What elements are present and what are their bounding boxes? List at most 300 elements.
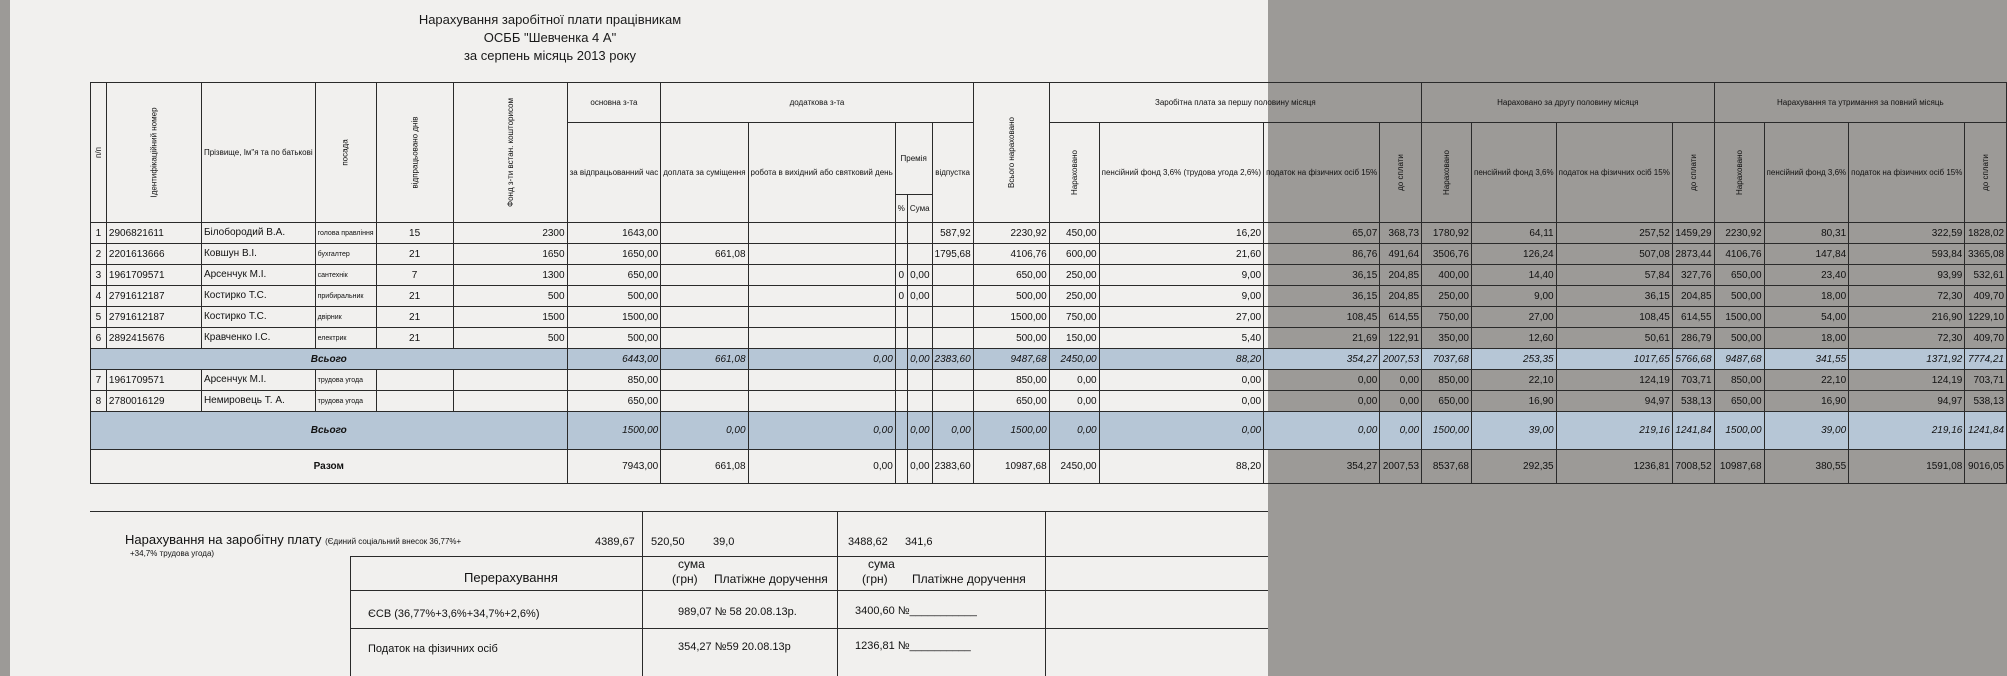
col-h1-pay: до сплати <box>1380 123 1422 223</box>
table-cell: 126,24 <box>1472 244 1557 265</box>
table-cell: 257,52 <box>1556 223 1672 244</box>
table-cell <box>748 223 895 244</box>
table-cell <box>907 370 932 391</box>
table-cell: 400,00 <box>1422 265 1472 286</box>
table-cell: 2007,53 <box>1380 349 1422 370</box>
table-cell: 219,16 <box>1556 412 1672 450</box>
total-label: Всього <box>91 349 568 370</box>
table-cell: 1795,68 <box>932 244 973 265</box>
pit-label: Податок на фізичних осіб <box>368 643 498 655</box>
table-cell: 409,70 <box>1965 286 2007 307</box>
table-cell: 286,79 <box>1672 328 1714 349</box>
table-cell: 39,00 <box>1764 412 1849 450</box>
table-cell <box>748 244 895 265</box>
table-cell: 1236,81 <box>1556 450 1672 484</box>
table-cell: 16,90 <box>1764 391 1849 412</box>
table-row <box>91 223 2007 244</box>
col-m-accrued: Нараховано <box>1714 123 1764 223</box>
table-cell: 93,99 <box>1849 265 1965 286</box>
esv-label: ЄСВ (36,77%+3,6%+34,7%+2,6%) <box>368 608 540 620</box>
recalc-title: Перерахування <box>464 570 558 585</box>
col-m-pay: до сплати <box>1965 123 2007 223</box>
table-cell: 9487,68 <box>1714 349 1764 370</box>
table-cell: Костирко Т.С. <box>201 307 315 328</box>
table-cell: 2906821611 <box>106 223 201 244</box>
table-cell: електрик <box>315 328 376 349</box>
col-position: посада <box>315 83 376 223</box>
table-cell: 250,00 <box>1049 286 1099 307</box>
table-cell: 8537,68 <box>1422 450 1472 484</box>
table-cell: 1828,02 <box>1965 223 2007 244</box>
col-bonus-percent: % <box>895 195 907 223</box>
table-cell: 2300 <box>453 223 567 244</box>
table-cell: 216,90 <box>1849 307 1965 328</box>
table-cell: 1961709571 <box>106 370 201 391</box>
table-cell: 1459,29 <box>1672 223 1714 244</box>
table-cell: 354,27 <box>1264 450 1380 484</box>
table-cell: 94,97 <box>1849 391 1965 412</box>
table-cell: 650,00 <box>567 391 661 412</box>
table-cell: 57,84 <box>1556 265 1672 286</box>
table-cell: 350,00 <box>1422 328 1472 349</box>
total-row <box>91 450 2007 484</box>
table-cell <box>895 450 907 484</box>
col-h2-pay: до сплати <box>1672 123 1714 223</box>
table-cell: 341,55 <box>1764 349 1849 370</box>
sum-label-1: сума <box>678 557 705 571</box>
table-cell: 1300 <box>453 265 567 286</box>
table-cell: 9487,68 <box>973 349 1049 370</box>
table-cell <box>895 328 907 349</box>
table-cell: 21 <box>376 307 453 328</box>
table-cell: 3 <box>91 265 107 286</box>
col-h1-pension: пенсійний фонд 3,6% (трудова угода 2,6%) <box>1099 123 1263 223</box>
table-cell: Немировець Т. А. <box>201 391 315 412</box>
col-vacation: відпустка <box>932 123 973 223</box>
col-h1-accrued: Нараховано <box>1049 123 1099 223</box>
group-full-month: Нарахування та утримання за повний місяць <box>1714 83 2007 123</box>
table-cell: 0,00 <box>1099 412 1263 450</box>
table-cell: 1591,08 <box>1849 450 1965 484</box>
table-cell: 10987,68 <box>973 450 1049 484</box>
table-cell: сантехнік <box>315 265 376 286</box>
table-cell: 538,13 <box>1965 391 2007 412</box>
table-cell: Арсенчук М.І. <box>201 265 315 286</box>
table-cell: 650,00 <box>1422 391 1472 412</box>
table-cell: трудова угода <box>315 370 376 391</box>
table-cell: 8 <box>91 391 107 412</box>
table-cell: голова правління <box>315 223 376 244</box>
col-combination: доплата за суміщення <box>661 123 748 223</box>
table-cell: 2450,00 <box>1049 349 1099 370</box>
table-cell: 450,00 <box>1049 223 1099 244</box>
table-cell: 500,00 <box>567 286 661 307</box>
table-cell: 850,00 <box>1714 370 1764 391</box>
table-cell: 1500,00 <box>567 307 661 328</box>
table-cell: 250,00 <box>1049 265 1099 286</box>
table-cell: 850,00 <box>1422 370 1472 391</box>
table-cell: 7 <box>91 370 107 391</box>
table-cell <box>661 328 748 349</box>
table-cell: 587,92 <box>932 223 973 244</box>
table-cell: 124,19 <box>1849 370 1965 391</box>
accrual-h2-a: 3488,62 <box>848 536 888 548</box>
table-cell <box>907 244 932 265</box>
table-cell: 650,00 <box>1714 391 1764 412</box>
table-cell: 500,00 <box>973 286 1049 307</box>
table-cell: 2230,92 <box>1714 223 1764 244</box>
table-cell: 1500,00 <box>1422 412 1472 450</box>
col-worked-time: за відпрацьованний час <box>567 123 661 223</box>
table-cell: 94,97 <box>1556 391 1672 412</box>
table-cell: 12,60 <box>1472 328 1557 349</box>
table-cell <box>932 286 973 307</box>
table-cell: 250,00 <box>1422 286 1472 307</box>
table-cell <box>932 391 973 412</box>
table-cell: Ковшун В.І. <box>201 244 315 265</box>
table-cell: 2 <box>91 244 107 265</box>
table-cell: 538,13 <box>1672 391 1714 412</box>
table-cell: 4 <box>91 286 107 307</box>
table-cell: 593,84 <box>1849 244 1965 265</box>
table-cell: 500,00 <box>1714 328 1764 349</box>
table-cell: 1643,00 <box>567 223 661 244</box>
table-cell: 108,45 <box>1556 307 1672 328</box>
table-cell: 0,00 <box>907 412 932 450</box>
table-cell: 0,00 <box>1264 391 1380 412</box>
table-cell: 0,00 <box>1380 370 1422 391</box>
group-additional: додаткова з-та <box>661 83 973 123</box>
table-cell: 500 <box>453 328 567 349</box>
table-cell: 4106,76 <box>1714 244 1764 265</box>
table-cell: 0,00 <box>1264 370 1380 391</box>
table-cell <box>907 223 932 244</box>
table-cell <box>907 391 932 412</box>
table-cell <box>661 307 748 328</box>
table-cell: 703,71 <box>1965 370 2007 391</box>
table-cell: 0,00 <box>661 412 748 450</box>
table-cell <box>661 223 748 244</box>
table-cell: 9,00 <box>1099 265 1263 286</box>
table-cell: Кравченко І.С. <box>201 328 315 349</box>
table-cell: 1 <box>91 223 107 244</box>
table-row <box>91 265 2007 286</box>
table-cell: 1780,92 <box>1422 223 1472 244</box>
grn-label-1: (грн) <box>672 572 698 586</box>
table-row <box>91 391 2007 412</box>
col-fund: Фонд з-ти встан. кошторисом <box>453 83 567 223</box>
table-cell: 500 <box>453 286 567 307</box>
accrual-note-2: +34,7% трудова угода) <box>130 549 215 558</box>
table-cell: 409,70 <box>1965 328 2007 349</box>
table-cell: 1500,00 <box>567 412 661 450</box>
table-cell: 122,91 <box>1380 328 1422 349</box>
table-cell: 2383,60 <box>932 450 973 484</box>
table-cell: 661,08 <box>661 450 748 484</box>
table-cell: 1229,10 <box>1965 307 2007 328</box>
table-cell: 6443,00 <box>567 349 661 370</box>
table-cell: 88,20 <box>1099 349 1263 370</box>
table-cell <box>895 412 907 450</box>
table-cell <box>895 244 907 265</box>
table-cell: 3365,08 <box>1965 244 2007 265</box>
table-cell: 5766,68 <box>1672 349 1714 370</box>
table-cell <box>376 391 453 412</box>
table-cell: 661,08 <box>661 244 748 265</box>
table-cell: 9,00 <box>1472 286 1557 307</box>
table-cell: 0,00 <box>907 450 932 484</box>
table-row <box>91 244 2007 265</box>
table-cell <box>453 391 567 412</box>
table-cell: двірник <box>315 307 376 328</box>
table-cell: трудова угода <box>315 391 376 412</box>
col-total: Всього нараховано <box>973 83 1049 223</box>
table-cell: 0,00 <box>907 265 932 286</box>
table-cell: бухгалтер <box>315 244 376 265</box>
col-h2-pension: пенсійний фонд 3,6% <box>1472 123 1557 223</box>
table-cell: 39,00 <box>1472 412 1557 450</box>
table-cell: 2892415676 <box>106 328 201 349</box>
table-cell: 23,40 <box>1764 265 1849 286</box>
table-cell: 2873,44 <box>1672 244 1714 265</box>
table-cell: 2007,53 <box>1380 450 1422 484</box>
accrual-h1-a: 520,50 <box>651 536 685 548</box>
table-cell: 0,00 <box>1049 412 1099 450</box>
table-cell: 354,27 <box>1264 349 1380 370</box>
table-cell: 36,15 <box>1264 265 1380 286</box>
table-cell: 368,73 <box>1380 223 1422 244</box>
table-cell: 2791612187 <box>106 286 201 307</box>
table-cell: 18,00 <box>1764 328 1849 349</box>
table-cell <box>453 370 567 391</box>
table-cell: 614,55 <box>1380 307 1422 328</box>
table-cell: 750,00 <box>1049 307 1099 328</box>
table-row <box>91 370 2007 391</box>
table-cell: 54,00 <box>1764 307 1849 328</box>
table-cell: 2230,92 <box>973 223 1049 244</box>
table-cell: 204,85 <box>1380 286 1422 307</box>
table-cell: 7774,21 <box>1965 349 2007 370</box>
table-cell: 0 <box>895 286 907 307</box>
table-cell: 204,85 <box>1672 286 1714 307</box>
table-cell: Білобородий В.А. <box>201 223 315 244</box>
table-cell: 16,20 <box>1099 223 1263 244</box>
table-cell: 1371,92 <box>1849 349 1965 370</box>
table-cell: 27,00 <box>1472 307 1557 328</box>
accrual-label: Нарахування на заробітну плату (Єдиний соціальний внесок 36,77%+ <box>125 532 462 547</box>
table-cell: 1961709571 <box>106 265 201 286</box>
table-cell: 36,15 <box>1264 286 1380 307</box>
sum-label-2: сума <box>868 557 895 571</box>
table-cell: 80,31 <box>1764 223 1849 244</box>
table-cell: 7943,00 <box>567 450 661 484</box>
col-bonus: Премія <box>895 123 932 195</box>
table-cell: 0,00 <box>1099 391 1263 412</box>
table-cell: 0,00 <box>907 286 932 307</box>
table-cell <box>748 328 895 349</box>
table-cell: 6 <box>91 328 107 349</box>
table-cell: 1017,65 <box>1556 349 1672 370</box>
table-cell: 380,55 <box>1764 450 1849 484</box>
table-cell <box>748 391 895 412</box>
table-cell: 507,08 <box>1556 244 1672 265</box>
col-m-tax: податок на фізичних осіб 15% <box>1849 123 1965 223</box>
esv-first: 989,07 № 58 20.08.13р. <box>678 606 797 618</box>
table-cell <box>661 265 748 286</box>
table-cell: 1650 <box>453 244 567 265</box>
table-cell <box>932 265 973 286</box>
table-cell: 86,76 <box>1264 244 1380 265</box>
table-cell: 65,07 <box>1264 223 1380 244</box>
table-cell: 600,00 <box>1049 244 1099 265</box>
table-cell <box>748 370 895 391</box>
table-cell: 1500 <box>453 307 567 328</box>
table-cell: 72,30 <box>1849 286 1965 307</box>
table-cell: 0,00 <box>907 349 932 370</box>
table-cell: 64,11 <box>1472 223 1557 244</box>
col-days: відпрацьовано днів <box>376 83 453 223</box>
doc-period: за серпень місяць 2013 року <box>463 48 637 63</box>
table-cell <box>932 370 973 391</box>
table-cell: 219,16 <box>1849 412 1965 450</box>
col-m-pension: пенсійний фонд 3,6% <box>1764 123 1849 223</box>
table-cell: 253,35 <box>1472 349 1557 370</box>
table-cell: 21 <box>376 328 453 349</box>
table-cell: 21 <box>376 244 453 265</box>
esv-second: 3400,60 №___________ <box>855 605 977 617</box>
table-cell: 7 <box>376 265 453 286</box>
table-cell: 532,61 <box>1965 265 2007 286</box>
table-cell: 614,55 <box>1672 307 1714 328</box>
table-cell <box>932 328 973 349</box>
table-cell: 16,90 <box>1472 391 1557 412</box>
table-cell <box>895 349 907 370</box>
table-cell: 0,00 <box>1380 391 1422 412</box>
col-np: п/п <box>91 83 107 223</box>
table-cell: 2450,00 <box>1049 450 1099 484</box>
table-cell: 0 <box>895 265 907 286</box>
total-label: Разом <box>91 450 568 484</box>
table-cell: 1500,00 <box>1714 307 1764 328</box>
table-cell: 1241,84 <box>1672 412 1714 450</box>
table-cell: 703,71 <box>1672 370 1714 391</box>
table-cell: 9,00 <box>1099 286 1263 307</box>
table-cell: 850,00 <box>973 370 1049 391</box>
table-cell: 22,10 <box>1472 370 1557 391</box>
table-cell: 0,00 <box>1049 391 1099 412</box>
table-cell: 650,00 <box>973 265 1049 286</box>
table-cell: Костирко Т.С. <box>201 286 315 307</box>
table-cell: 36,15 <box>1556 286 1672 307</box>
table-cell: 0,00 <box>748 450 895 484</box>
doc-org: ОСББ "Шевченка 4 А" <box>483 30 617 45</box>
table-cell <box>661 286 748 307</box>
table-cell: 147,84 <box>1764 244 1849 265</box>
table-cell: 1500,00 <box>973 307 1049 328</box>
group-first-half: Заробітна плата за першу половину місяця <box>1049 83 1421 123</box>
payment-order-label-1: Платіжне доручення <box>714 572 828 586</box>
doc-title: Нарахування заробітної плати працівникам <box>418 12 682 27</box>
table-cell <box>748 286 895 307</box>
table-cell: 650,00 <box>567 265 661 286</box>
table-row <box>91 286 2007 307</box>
table-cell: 4106,76 <box>973 244 1049 265</box>
col-h2-tax: податок на фізичних осіб 15% <box>1556 123 1672 223</box>
table-cell: 9016,05 <box>1965 450 2007 484</box>
table-cell: 88,20 <box>1099 450 1263 484</box>
table-cell: 491,64 <box>1380 244 1422 265</box>
total-label: Всього <box>91 412 568 450</box>
group-basic: основна з-та <box>567 83 661 123</box>
table-cell: 5 <box>91 307 107 328</box>
table-cell <box>661 391 748 412</box>
col-bonus-sum: Сума <box>907 195 932 223</box>
table-cell <box>748 265 895 286</box>
table-cell: 661,08 <box>661 349 748 370</box>
table-cell: 22,10 <box>1764 370 1849 391</box>
table-cell <box>907 307 932 328</box>
table-cell <box>895 370 907 391</box>
table-cell: 10987,68 <box>1714 450 1764 484</box>
table-cell: 7008,52 <box>1672 450 1714 484</box>
table-cell: 1500,00 <box>973 412 1049 450</box>
table-cell: 2201613666 <box>106 244 201 265</box>
table-cell: 21 <box>376 286 453 307</box>
col-h2-accrued: Нараховано <box>1422 123 1472 223</box>
table-cell: 14,40 <box>1472 265 1557 286</box>
table-cell: 2383,60 <box>932 349 973 370</box>
table-cell: 500,00 <box>973 328 1049 349</box>
table-cell: 27,00 <box>1099 307 1263 328</box>
table-cell: 15 <box>376 223 453 244</box>
col-h1-tax: податок на фізичних осіб 15% <box>1264 123 1380 223</box>
table-cell <box>376 370 453 391</box>
table-cell: 124,19 <box>1556 370 1672 391</box>
table-cell: 0,00 <box>748 412 895 450</box>
total-row <box>91 412 2007 450</box>
accrual-total: 4389,67 <box>595 536 635 548</box>
table-cell: 0,00 <box>1264 412 1380 450</box>
table-cell: 292,35 <box>1472 450 1557 484</box>
table-cell: 108,45 <box>1264 307 1380 328</box>
table-cell: Арсенчук М.І. <box>201 370 315 391</box>
col-name: Прізвище, Ім"я та по батькові <box>201 83 315 223</box>
table-cell: 650,00 <box>1714 265 1764 286</box>
table-cell: 21,60 <box>1099 244 1263 265</box>
table-cell <box>748 307 895 328</box>
accrual-h1-b: 39,0 <box>713 536 735 548</box>
pit-second: 1236,81 №__________ <box>855 640 971 652</box>
table-cell: 204,85 <box>1380 265 1422 286</box>
table-cell: 0,00 <box>1099 370 1263 391</box>
table-cell <box>895 307 907 328</box>
table-cell: 21,69 <box>1264 328 1380 349</box>
payment-order-label-2: Платіжне доручення <box>912 572 1026 586</box>
col-id: Ідентифікаційний номер <box>106 83 201 223</box>
table-cell: 150,00 <box>1049 328 1099 349</box>
accrual-h2-b: 341,6 <box>905 536 933 548</box>
table-cell: 750,00 <box>1422 307 1472 328</box>
table-cell: 72,30 <box>1849 328 1965 349</box>
table-cell <box>661 370 748 391</box>
table-cell: 500,00 <box>1714 286 1764 307</box>
table-cell: 0,00 <box>1049 370 1099 391</box>
table-cell: 0,00 <box>748 349 895 370</box>
table-cell: 0,00 <box>1380 412 1422 450</box>
pit-first: 354,27 №59 20.08.13р <box>678 641 791 653</box>
table-cell: 2780016129 <box>106 391 201 412</box>
table-cell: 5,40 <box>1099 328 1263 349</box>
